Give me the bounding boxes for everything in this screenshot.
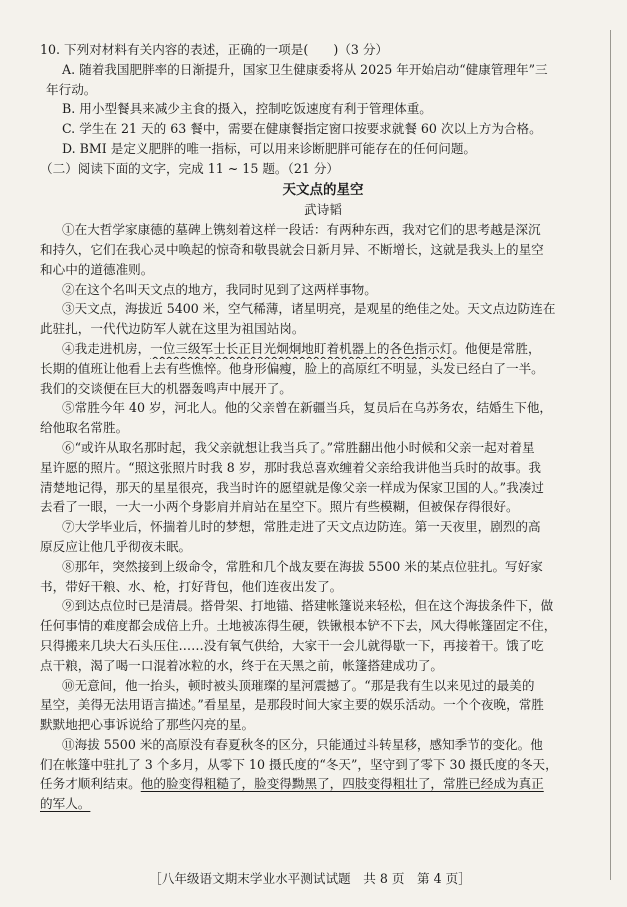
question-10-stem: 10. 下列对材料有关内容的表述，正确的一项是( )（3 分）	[40, 42, 389, 57]
article-line: ⑧那年，突然接到上级命令，常胜和几个战友要在海拔 5500 米的某点位驻扎。写好家	[62, 558, 543, 574]
paragraph-11-last-line	[40, 774, 606, 794]
article-line: ⑥“或许从取名那时起，我父亲就想让我当兵了。”常胜翻出他小时候和父亲一起对着星	[62, 439, 535, 455]
paragraph-4-pre: ④我走进机房，	[62, 340, 151, 356]
article-title: 天文点的星空	[282, 181, 364, 198]
question-10-option-d: D. BMI 是定义肥胖的唯一指标，可以用来诊断肥胖可能存在的任何问题。	[62, 140, 477, 156]
paragraph-4-post: 。他便是常胜，	[452, 340, 541, 356]
article-line: 和心中的道德准则。	[40, 261, 154, 277]
article-line: 任何事情的难度都会成倍上升。土地被冻得生硬，铁锹根本铲不下去，风大得帐篷固定不住，	[40, 618, 557, 634]
article-line: 和持久，它们在我心灵中唤起的惊奇和敬畏就会日新月异、不断增长，这就是我头上的星空	[40, 241, 544, 257]
article-line: ③天文点，海拔近 5400 米，空气稀薄，诸星明亮，是观星的绝佳之处。天文点边防连在	[62, 301, 556, 317]
page-footer: ［八年级语文期末学业水平测试试题 共 8 页 第 4 页］	[149, 871, 471, 886]
article-line: 原反应让他几乎彻夜未眠。	[40, 538, 192, 554]
article-line: 默默地把心事诉说给了那些闪亮的星。	[40, 717, 255, 733]
article-line: 给他取名常胜。	[40, 420, 129, 436]
article-line: 清楚地记得，那天的星星很亮，我当时许的愿望就是像父亲一样成为保家卫国的人。”我凑过	[40, 479, 544, 495]
paragraph-11-underlined: 他的脸变得粗糙了，脸变得黝黑了，四肢变得粗壮了，常胜已经成为真正	[140, 776, 544, 792]
article-line: 去看了一眼，一大一小两个身影肩并肩站在星空下。照片有些模糊，但被保存得很好。	[40, 499, 519, 515]
paragraph-4-line-2: 长期的值班让他看上去有些憔悴。他身形偏瘦，脸上的高原红不明显，头发已经白了一半。	[40, 360, 544, 376]
article-line: ②在这个名叫天文点的地方，我同时见到了这两样事物。	[62, 281, 377, 297]
paragraph-11-end	[40, 794, 606, 814]
paragraph-11-end-underlined: 的军人。	[40, 796, 91, 812]
article-line: ⑪海拔 5500 米的高原没有春夏秋冬的区分，只能通过斗转星移，感知季节的变化。他	[62, 736, 543, 752]
article-line: 只得搬来几块大石头压住……没有氧气供给，大家干一会儿就得歇一下，再接着干。饿了吃	[40, 637, 544, 653]
question-10-option-a: A. 随着我国肥胖率的日渐提升，国家卫生健康委将从 2025 年开始启动“健康管理年”三	[62, 61, 548, 77]
paragraph-11-pre: 任务才顺利结束。	[40, 776, 141, 792]
article-line: 星空，美得无法用语言描述。”看星星，是那段时间大家主要的娱乐活动。一个个夜晚，常胜	[40, 697, 544, 713]
article-line: 此驻扎，一代代边防军人就在这里为祖国站岗。	[40, 321, 305, 337]
article-line: 书，带好干粮、水、枪，打好背包，他们连夜出发了。	[40, 578, 343, 594]
paragraph-4-line-1	[40, 339, 606, 359]
article-author: 武诗韬	[304, 202, 342, 218]
article-line: 星许愿的照片。“照这张照片时我 8 岁，那时我总喜欢缠着父亲给我讲他当兵时的故事。我	[40, 459, 542, 475]
article-paragraphs-1-3	[40, 220, 606, 339]
question-10-option-c: C. 学生在 21 天的 63 餐中，需要在健康餐指定窗口按要求就餐 60 次以上方为合格。	[62, 121, 542, 137]
article-paragraphs-5-11	[40, 398, 606, 774]
page-content	[40, 40, 606, 814]
paragraph-4-wavy-underlined: 一位三级军士长正目光炯炯地盯着机器上的各色指示灯	[150, 340, 453, 356]
article-line: ⑨到达点位时已是清晨。搭骨架、打地锚、搭建帐篷说来轻松，但在这个海拔条件下，做	[62, 598, 554, 614]
article-line: 点干粮，渴了喝一口混着冰粒的水，终于在天黑之前，帐篷搭建成功了。	[40, 657, 443, 673]
article-line: ⑤常胜今年 40 岁，河北人。他的父亲曾在新疆当兵，复员后在乌苏务农，结婚生下他，	[62, 400, 553, 416]
question-10-option-b: B. 用小型餐具来减少主食的摄入，控制吃饭速度有利于管理体重。	[62, 101, 432, 117]
article-line: 们在帐篷中驻扎了 3 个多月，从零下 10 摄氏度的“冬天”，坚守到了零下 30 摄氏度的冬天，	[40, 756, 558, 772]
article-line: ①在大哲学家康德的墓碑上镌刻着这样一段话：有两种东西，我对它们的思考越是深沉	[62, 222, 541, 238]
paragraph-4-line-3: 我们的交谈便在巨大的机器轰鸣声中展开了。	[40, 380, 292, 396]
question-10-option-a-cont: 年行动。	[46, 81, 97, 97]
section-2-heading: （二）阅读下面的文字，完成 11 ~ 15 题。（21 分）	[40, 160, 340, 176]
article-line: ⑩无意间，他一抬头，顿时被头顶璀璨的星河震撼了。“那是我有生以来见过的最美的	[62, 677, 535, 693]
binding-margin-line	[610, 30, 611, 880]
article-line: ⑦大学毕业后，怀揣着儿时的梦想，常胜走进了天文点边防连。第一天夜里，剧烈的高	[62, 519, 541, 535]
